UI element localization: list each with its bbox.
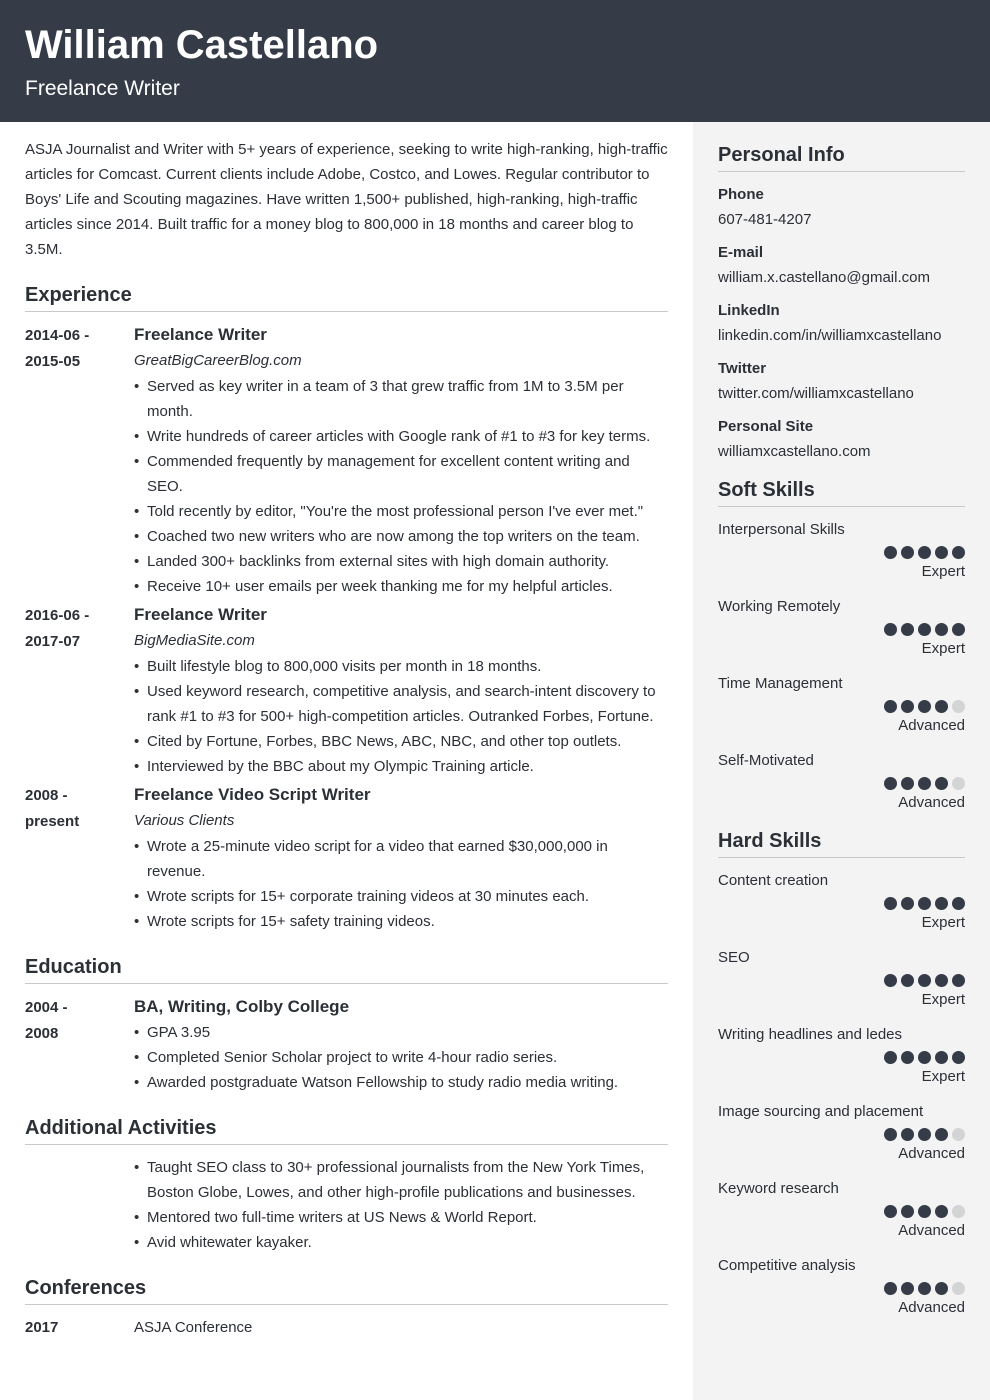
experience-entry bbox=[25, 322, 668, 599]
entry-date-from: 2004 - bbox=[25, 999, 68, 1016]
skill-name: Time Management bbox=[718, 675, 843, 692]
rating-dot-filled bbox=[935, 974, 948, 987]
resume-header bbox=[0, 0, 990, 122]
experience-section bbox=[25, 282, 668, 934]
entry-date-to: 2015-05 bbox=[25, 353, 81, 370]
experience-entry bbox=[25, 782, 668, 934]
rating-dot-filled bbox=[918, 546, 931, 559]
entry-date-to: 2017-07 bbox=[25, 633, 81, 650]
bullet-item: • Awarded postgraduate Watson Fellowship to study radio media writing. bbox=[134, 1070, 668, 1095]
rating-dot-filled bbox=[935, 1128, 948, 1141]
skill-name: Working Remotely bbox=[718, 598, 841, 615]
skill-rating bbox=[718, 623, 965, 636]
skill-name: Interpersonal Skills bbox=[718, 521, 845, 538]
info-label: LinkedIn bbox=[718, 302, 780, 319]
personal-info-list bbox=[718, 184, 965, 463]
rating-dot-filled bbox=[952, 546, 965, 559]
rating-dot-filled bbox=[884, 1051, 897, 1064]
hard-skills-section bbox=[718, 828, 965, 1319]
rating-dot-filled bbox=[901, 546, 914, 559]
rating-dot-filled bbox=[918, 974, 931, 987]
bullet-item: • Mentored two full-time writers at US News & World Report. bbox=[134, 1205, 668, 1230]
skill-rating bbox=[718, 1205, 965, 1218]
education-list bbox=[25, 994, 668, 1095]
bullet-item: • Completed Senior Scholar project to write 4-hour radio series. bbox=[134, 1045, 668, 1070]
info-label: E-mail bbox=[718, 244, 764, 261]
rating-dot-empty bbox=[952, 700, 965, 713]
rating-dot-filled bbox=[952, 623, 965, 636]
rating-dot-filled bbox=[884, 1128, 897, 1141]
rating-dot-empty bbox=[952, 1282, 965, 1295]
rating-dot-filled bbox=[884, 1282, 897, 1295]
soft-skills-section bbox=[718, 477, 965, 814]
rating-dot-filled bbox=[935, 623, 948, 636]
bullet-item: • Told recently by editor, "You're the most professional person I've ever met." bbox=[134, 499, 668, 524]
entry-body bbox=[134, 602, 668, 779]
bullet-item: • Coached two new writers who are now among the top writers on the team. bbox=[134, 524, 668, 549]
bullet-item: • Wrote scripts for 15+ corporate training videos at 30 minutes each. bbox=[134, 884, 668, 909]
rating-dot-filled bbox=[884, 897, 897, 910]
skill-name: Content creation bbox=[718, 872, 829, 889]
rating-dot-empty bbox=[952, 1128, 965, 1141]
rating-dot-filled bbox=[901, 1051, 914, 1064]
skill-level: Expert bbox=[921, 563, 965, 580]
skill-level: Expert bbox=[921, 914, 965, 931]
rating-dot-filled bbox=[884, 546, 897, 559]
skill-item bbox=[718, 750, 965, 814]
skill-name: Self-Motivated bbox=[718, 752, 814, 769]
entry-date bbox=[25, 994, 134, 1095]
conference-row bbox=[25, 1315, 668, 1341]
skill-rating bbox=[718, 777, 965, 790]
rating-dot-filled bbox=[901, 1128, 914, 1141]
soft-skills-heading: Soft Skills bbox=[718, 477, 965, 507]
entry-title: BA, Writing, Colby College bbox=[134, 997, 350, 1016]
personal-info-heading: Personal Info bbox=[718, 142, 965, 172]
skill-rating bbox=[718, 897, 965, 910]
rating-dot-filled bbox=[918, 1051, 931, 1064]
skill-rating bbox=[718, 1282, 965, 1295]
bullet-item: • Avid whitewater kayaker. bbox=[134, 1230, 668, 1255]
rating-dot-filled bbox=[952, 897, 965, 910]
bullet-item: • Landed 300+ backlinks from external sites with high domain authority. bbox=[134, 549, 668, 574]
skill-item bbox=[718, 1178, 965, 1242]
rating-dot-filled bbox=[935, 546, 948, 559]
info-value: linkedin.com/in/williamxcastellano bbox=[718, 327, 942, 344]
skill-item bbox=[718, 519, 965, 583]
skill-name: Image sourcing and placement bbox=[718, 1103, 924, 1120]
bullet-item: • Used keyword research, competitive analysis, and search-intent discovery to rank #1 to #3 for 500+ high-competition articles. Outranked Forbes, Fortune. bbox=[134, 679, 668, 729]
skill-level: Expert bbox=[921, 991, 965, 1008]
entry-body bbox=[134, 994, 668, 1095]
bullet-item: • Wrote a 25-minute video script for a video that earned $30,000,000 in revenue. bbox=[134, 834, 668, 884]
skill-item bbox=[718, 947, 965, 1011]
entry-title: Freelance Writer bbox=[134, 605, 267, 624]
experience-entry bbox=[25, 602, 668, 779]
info-label: Personal Site bbox=[718, 418, 814, 435]
bullet-item: • Interviewed by the BBC about my Olympic Training article. bbox=[134, 754, 668, 779]
rating-dot-empty bbox=[952, 1205, 965, 1218]
info-value: william.x.castellano@gmail.com bbox=[718, 269, 930, 286]
entry-organization: Various Clients bbox=[134, 812, 235, 829]
conferences-section bbox=[25, 1275, 668, 1341]
bullet-item: • Built lifestyle blog to 800,000 visits per month in 18 months. bbox=[134, 654, 668, 679]
education-section bbox=[25, 954, 668, 1095]
skill-item bbox=[718, 1101, 965, 1165]
main-column bbox=[25, 137, 668, 1341]
entry-date bbox=[25, 602, 134, 779]
entry-bullets bbox=[134, 834, 668, 934]
rating-dot-filled bbox=[935, 1205, 948, 1218]
rating-dot-filled bbox=[935, 897, 948, 910]
entry-date-from: 2014-06 - bbox=[25, 327, 90, 344]
entry-body bbox=[134, 782, 668, 934]
rating-dot-filled bbox=[952, 1051, 965, 1064]
personal-info-section bbox=[718, 142, 965, 463]
skill-rating bbox=[718, 1051, 965, 1064]
conference-year: 2017 bbox=[25, 1319, 59, 1336]
rating-dot-filled bbox=[918, 623, 931, 636]
entry-date-from: 2016-06 - bbox=[25, 607, 90, 624]
conference-name: ASJA Conference bbox=[134, 1319, 253, 1336]
rating-dot-filled bbox=[918, 897, 931, 910]
rating-dot-filled bbox=[952, 974, 965, 987]
skill-item bbox=[718, 596, 965, 660]
rating-dot-filled bbox=[918, 1205, 931, 1218]
candidate-name: William Castellano bbox=[25, 23, 379, 67]
entry-date bbox=[25, 782, 134, 934]
entry-date bbox=[25, 322, 134, 599]
entry-organization: BigMediaSite.com bbox=[134, 632, 255, 649]
rating-dot-filled bbox=[935, 1051, 948, 1064]
skill-level: Expert bbox=[921, 1068, 965, 1085]
skill-level: Advanced bbox=[898, 717, 965, 734]
info-value: williamxcastellano.com bbox=[718, 443, 871, 460]
skill-rating bbox=[718, 974, 965, 987]
skill-rating bbox=[718, 1128, 965, 1141]
rating-dot-filled bbox=[901, 974, 914, 987]
skill-item bbox=[718, 673, 965, 737]
rating-dot-filled bbox=[918, 777, 931, 790]
skill-rating bbox=[718, 700, 965, 713]
entry-organization: GreatBigCareerBlog.com bbox=[134, 352, 302, 369]
activities-bullets bbox=[134, 1155, 668, 1255]
info-label: Twitter bbox=[718, 360, 767, 377]
rating-dot-filled bbox=[935, 777, 948, 790]
skill-name: Competitive analysis bbox=[718, 1257, 856, 1274]
info-value: twitter.com/williamxcastellano bbox=[718, 385, 914, 402]
rating-dot-filled bbox=[918, 700, 931, 713]
education-heading: Education bbox=[25, 954, 668, 984]
skill-level: Advanced bbox=[898, 1222, 965, 1239]
rating-dot-filled bbox=[901, 1282, 914, 1295]
entry-date-from: 2008 - bbox=[25, 787, 68, 804]
bullet-item: • GPA 3.95 bbox=[134, 1020, 668, 1045]
rating-dot-filled bbox=[884, 700, 897, 713]
entry-body bbox=[134, 322, 668, 599]
bullet-item: • Commended frequently by management for excellent content writing and SEO. bbox=[134, 449, 668, 499]
experience-heading: Experience bbox=[25, 282, 668, 312]
rating-dot-empty bbox=[952, 777, 965, 790]
conferences-list bbox=[25, 1315, 668, 1341]
skill-item bbox=[718, 870, 965, 934]
candidate-role: Freelance Writer bbox=[25, 77, 180, 100]
activities-heading: Additional Activities bbox=[25, 1115, 668, 1145]
skill-name: Keyword research bbox=[718, 1180, 839, 1197]
skill-item bbox=[718, 1024, 965, 1088]
rating-dot-filled bbox=[884, 1205, 897, 1218]
rating-dot-filled bbox=[884, 974, 897, 987]
hard-skills-list bbox=[718, 870, 965, 1319]
sidebar bbox=[693, 122, 990, 1400]
rating-dot-filled bbox=[901, 1205, 914, 1218]
rating-dot-filled bbox=[884, 623, 897, 636]
activities-section bbox=[25, 1115, 668, 1255]
rating-dot-filled bbox=[884, 777, 897, 790]
soft-skills-list bbox=[718, 519, 965, 814]
skill-level: Expert bbox=[921, 640, 965, 657]
entry-date bbox=[25, 1155, 134, 1255]
skill-level: Advanced bbox=[898, 1299, 965, 1316]
rating-dot-filled bbox=[935, 700, 948, 713]
skill-level: Advanced bbox=[898, 1145, 965, 1162]
info-value: 607-481-4207 bbox=[718, 211, 812, 228]
entry-bullets bbox=[134, 654, 668, 779]
bullet-item: • Write hundreds of career articles with Google rank of #1 to #3 for key terms. bbox=[134, 424, 668, 449]
entry-date-to: 2008 bbox=[25, 1025, 59, 1042]
entry-title: Freelance Video Script Writer bbox=[134, 785, 371, 804]
bullet-item: • Receive 10+ user emails per week thanking me for my helpful articles. bbox=[134, 574, 668, 599]
rating-dot-filled bbox=[918, 1282, 931, 1295]
summary-text: ASJA Journalist and Writer with 5+ years of experience, seeking to write high-ranking, high-traffic articles for Comcast. Current clients include Adobe, Costco, and Lowes. Regular contributor to Boys' Life and Scouting magazines. Have written 1,500+ published, high-ranking, high-traffic articles since 2014. Built traffic for a money blog to 800,000 in 18 months and career blog to 3.5M. bbox=[25, 141, 668, 258]
bullet-item: • Served as key writer in a team of 3 that grew traffic from 1M to 3.5M per month. bbox=[134, 374, 668, 424]
skill-rating bbox=[718, 546, 965, 559]
entry-body bbox=[134, 1155, 668, 1255]
bullet-item: • Taught SEO class to 30+ professional journalists from the New York Times, Boston Globe, Lowes, and other high-profile publications and businesses. bbox=[134, 1155, 668, 1205]
entry-bullets bbox=[134, 374, 668, 599]
skill-name: SEO bbox=[718, 949, 750, 966]
rating-dot-filled bbox=[901, 777, 914, 790]
experience-list bbox=[25, 322, 668, 934]
entry-title: Freelance Writer bbox=[134, 325, 267, 344]
activities-entry bbox=[25, 1155, 668, 1255]
rating-dot-filled bbox=[901, 700, 914, 713]
bullet-item: • Cited by Fortune, Forbes, BBC News, ABC, NBC, and other top outlets. bbox=[134, 729, 668, 754]
rating-dot-filled bbox=[901, 623, 914, 636]
rating-dot-filled bbox=[901, 897, 914, 910]
rating-dot-filled bbox=[918, 1128, 931, 1141]
skill-name: Writing headlines and ledes bbox=[718, 1026, 903, 1043]
conferences-heading: Conferences bbox=[25, 1275, 668, 1305]
rating-dot-filled bbox=[935, 1282, 948, 1295]
skill-item bbox=[718, 1255, 965, 1319]
bullet-item: • Wrote scripts for 15+ safety training videos. bbox=[134, 909, 668, 934]
entry-bullets bbox=[134, 1020, 668, 1095]
hard-skills-heading: Hard Skills bbox=[718, 828, 965, 858]
entry-date-to: present bbox=[25, 813, 80, 830]
skill-level: Advanced bbox=[898, 794, 965, 811]
info-label: Phone bbox=[718, 186, 764, 203]
education-entry bbox=[25, 994, 668, 1095]
